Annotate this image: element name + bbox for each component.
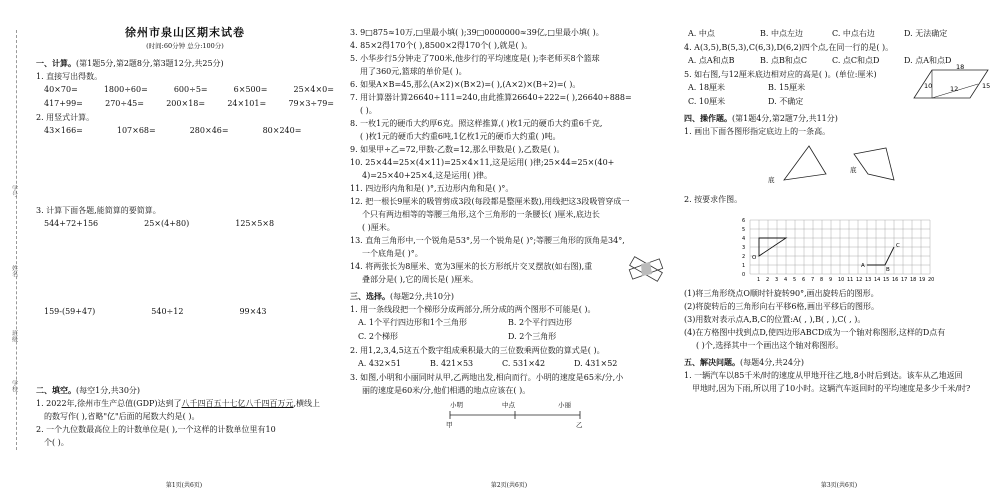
crossed-rectangles-figure (626, 252, 666, 288)
problem-1: 1. 一辆汽车以85千米/时的速度从甲地开往乙地,8小时后到达。该车从乙地返回 (684, 371, 963, 380)
option-d[interactable]: D. 431×52 (574, 359, 618, 368)
simplify-item: 540÷12 (151, 306, 184, 316)
x-tick-label: 13 (865, 277, 872, 283)
section-note: (第1题5分,第2题8分,第3题12分,共25分) (76, 58, 224, 68)
trapezoid-shape (854, 148, 894, 180)
vertical-calc-item: 43×166= (44, 125, 83, 135)
y-tick-label: 6 (742, 218, 746, 224)
question-1-2: 2. 用竖式计算。 (36, 112, 95, 122)
fill-1-cont: 的数写作( ),省略"亿"后面的尾数大约是( )。 (44, 411, 200, 421)
fill-13-cont: 一个底角是( )°。 (362, 249, 423, 258)
simplify-item: 544+72+156 (44, 218, 99, 228)
point-a-label: A (861, 263, 865, 269)
section-note: (第1题4分,第2题7分,共11分) (732, 114, 838, 123)
choice-1: 1. 用一条线段把一个梯形分成两部分,所分成的两个图形不可能是( )。 (350, 305, 596, 314)
underlined-text: 八千四百五十七亿八千四百万元 (181, 398, 294, 408)
fill-14-cont: 叠部分是( ),它的周长是( )厘米。 (362, 275, 479, 284)
choice-5: 5. 如右图,与12厘米底边相对应的高是( )。(单位:厘米) (684, 70, 877, 79)
fill-11: 11. 四边形内角和是( )°,五边形内角和是( )°。 (350, 184, 514, 193)
x-tick-label: 2 (766, 277, 770, 283)
section-heading: 二、填空。 (36, 384, 76, 395)
label-midpoint: 中点 (502, 401, 515, 409)
fill-2-cont: 个( )。 (44, 437, 69, 447)
page-2 (350, 0, 668, 493)
oral-row-1 (44, 85, 334, 95)
oral-item: 417+99= (44, 98, 83, 108)
base-label-2: 底 (850, 166, 857, 174)
binding-margin (0, 0, 34, 493)
fill-12: 12. 把一根长9厘米的吸管剪成3段(每段都是整厘米数),用线把这3段吸管穿成一 (350, 197, 630, 206)
binding-label-name: 姓名 (10, 265, 18, 277)
y-tick-label: 4 (742, 236, 746, 242)
option-b[interactable]: B. 421×53 (430, 359, 474, 368)
point-b-label: B (886, 267, 890, 273)
x-tick-label: 10 (838, 277, 845, 283)
y-tick-label: 2 (742, 254, 746, 260)
x-tick-label: 20 (928, 277, 935, 283)
x-tick-label: 5 (793, 277, 797, 283)
fill-14: 14. 将两张长为8厘米、宽为3厘米的长方形纸片交叉摆放(如右图),重 (350, 262, 593, 271)
label-yi: 乙 (576, 421, 583, 429)
question-1-3: 3. 计算下面各题,能简算的要简算。 (36, 205, 161, 215)
base-label-1: 底 (768, 176, 775, 184)
label-18: 18 (956, 64, 965, 71)
operation-2-2: (2)将旋转后的三角形向右平移6格,画出平移后的图形。 (684, 302, 879, 311)
choice-2: 2. 用1,2,3,4,5这五个数字组成乘积最大的三位数乘两位数的算式是( )。 (350, 346, 605, 355)
label-15: 15 (982, 82, 991, 90)
oral-item: 24×101= (227, 98, 267, 108)
binding-label-school: 学校 (10, 380, 18, 392)
label-10: 10 (924, 82, 933, 90)
fill-3: 3. 9□875≈10万,□里最小填( );39□0000000≈39亿,□里最小填( )。 (350, 28, 604, 37)
x-tick-label: 16 (892, 277, 899, 283)
fill-9: 9. 如果甲÷乙=72,甲数-乙数=12,那么甲数是( ),乙数是( )。 (350, 145, 565, 154)
choice-3: 3. 如图,小明和小丽同时从甲,乙两地出发,相向而行。小明的速度是65米/分,小 (350, 373, 624, 382)
section-heading: 一、计算。 (36, 57, 76, 68)
fill-1 (36, 399, 334, 409)
overlap-region (641, 262, 652, 276)
oral-item: 1800÷60= (103, 84, 148, 94)
x-tick-label: 8 (820, 277, 824, 283)
section-calculation (36, 58, 334, 69)
oral-item: 6×500= (233, 84, 268, 94)
option-b[interactable]: B. 15厘米 (768, 83, 806, 92)
option-c[interactable]: C. 2个梯形 (358, 332, 399, 341)
choice-3-options (688, 29, 994, 39)
option-a[interactable]: A. 1个平行四边形和1个三角形 (358, 318, 468, 327)
operation-2: 2. 按要求作图。 (684, 195, 743, 204)
page-footer: 第3页(共6页) (820, 481, 858, 489)
y-tick-label: 0 (742, 272, 746, 278)
page-1 (34, 0, 334, 493)
option-a[interactable]: A. 点A和点B (688, 56, 735, 65)
page-footer: 第2页(共6页) (490, 481, 528, 489)
label-jia: 甲 (446, 421, 453, 429)
fill-8: 8. 一枚1元的硬币大约厚6克。照这样推算,( )枚1元的硬币大约重6千克, (350, 119, 603, 128)
option-d[interactable]: D. 点A和点D (904, 56, 952, 65)
x-tick-label: 19 (919, 277, 926, 283)
label-12: 12 (950, 85, 959, 93)
section-note: (每题2分,共10分) (390, 292, 455, 301)
fill-2: 2. 一个九位数最高位上的计数单位是( ),一个这样的计数单位里有10 (36, 424, 276, 434)
choice-2-options (358, 359, 668, 369)
exam-subtitle: (时间:60分钟 总分:100分) (146, 41, 224, 50)
section-problem-solving (684, 357, 994, 368)
fill-13: 13. 直角三角形中,一个锐角是53°,另一个锐角是( )°;等腰三角形的顶角是34°, (350, 236, 625, 245)
section-choice (350, 291, 668, 302)
option-a[interactable]: A. 432×51 (358, 359, 402, 368)
operation-1: 1. 画出下面各图形指定底边上的一条高。 (684, 127, 831, 136)
option-c[interactable]: C. 531×42 (502, 359, 546, 368)
section-heading: 三、选择。 (350, 291, 390, 301)
fill-7-cont: ( )。 (360, 106, 377, 115)
y-tick-label: 5 (742, 227, 746, 233)
x-tick-label: 17 (901, 277, 908, 283)
text: 1. 2022年,徐州市生产总值(GDP)达到了 (36, 398, 182, 408)
vertical-calc-row (44, 126, 334, 136)
option-d[interactable]: D. 2个三角形 (508, 332, 557, 341)
binding-label-student-id: 学号 (10, 185, 18, 197)
label-xiaoming: 小明 (450, 401, 463, 409)
option-a[interactable]: A. 18厘米 (688, 83, 726, 92)
oral-item: 270÷45= (105, 98, 144, 108)
fill-4: 4. 85×2得170个( ),8500×2得170个( ),就是( )。 (350, 41, 533, 50)
y-tick-label: 1 (742, 263, 746, 269)
fill-5-cont: 用了360元,篮球的单价是( )。 (360, 67, 467, 76)
choice-1-options-row1 (358, 318, 668, 328)
x-tick-label: 18 (910, 277, 917, 283)
choice-4: 4. A(3,5),B(5,3),C(6,3),D(6,2)四个点,在同一行的是( )。 (684, 43, 894, 52)
option-c[interactable]: C. 点C和点D (832, 56, 880, 65)
fill-6: 6. 如果A×B=45,那么(A×2)×(B×2)=( ),(A×2)×(B÷2)=( )。 (350, 80, 581, 89)
x-tick-label: 14 (874, 277, 881, 283)
option-b[interactable]: B. 2个平行四边形 (508, 318, 573, 327)
problem-1-cont: 甲地时,因为下雨,所以用了10小时。这辆汽车返回时的平均速度是多少千米/时? (692, 384, 971, 393)
operation-2-4-cont: ( )个,选择其中一个画出这个轴对称图形。 (696, 341, 844, 350)
x-tick-label: 12 (856, 277, 863, 283)
fill-12-cont2: ( )厘米。 (362, 223, 395, 232)
triangle-shape (784, 146, 826, 180)
binding-label-class: 班级 (10, 330, 18, 342)
x-tick-label: 6 (802, 277, 806, 283)
page-footer: 第1页(共6页) (165, 481, 203, 489)
option-c[interactable]: C. 10厘米 (688, 97, 726, 106)
operation-2-1: (1)将三角形绕点O顺时针旋转90°,画出旋转后的图形。 (684, 289, 879, 298)
x-tick-label: 1 (757, 277, 761, 283)
simplify-row-1 (44, 219, 334, 229)
text: ,横线上 (293, 398, 321, 408)
oral-item: 600÷5= (173, 84, 208, 94)
section-note: (每空1分,共30分) (76, 385, 141, 395)
question-1-1: 1. 直接写出得数。 (36, 71, 103, 81)
point-c-label: C (896, 243, 900, 249)
option-d[interactable]: D. 无法确定 (904, 29, 948, 38)
fill-8-cont: ( )枚1元的硬币大约重6吨,1亿枚1元的硬币大约重( )吨。 (360, 132, 561, 141)
vertical-calc-item: 280×46= (189, 125, 229, 135)
option-a[interactable]: A. 中点 (688, 29, 715, 38)
option-b[interactable]: B. 点B和点C (760, 56, 807, 65)
oral-item: 40×70= (44, 84, 78, 94)
label-xiaoli: 小丽 (558, 401, 571, 409)
fill-7: 7. 用计算器计算26640÷111=240,由此推算26640÷222=( ),26640÷888= (350, 93, 632, 102)
simplify-item: 99×43 (239, 306, 267, 316)
fill-5: 5. 小华步行5分钟走了700米,他步行的平均速度是( );李老师买8个篮球 (350, 54, 600, 63)
x-tick-label: 15 (883, 277, 890, 283)
option-d[interactable]: D. 不确定 (768, 97, 804, 106)
oral-item: 79×3÷79= (288, 98, 334, 108)
x-tick-label: 9 (829, 277, 833, 283)
fill-10-cont: 4)=25×40+25×4,这是运用( )律。 (362, 171, 492, 180)
exam-title: 徐州市泉山区期末试卷 (125, 26, 245, 39)
simplify-item: 25×(4+80) (144, 218, 190, 228)
choice-3-cont: 丽的速度是60米/分,他们相遇的地点应该在( )。 (362, 386, 531, 395)
choice-1-options-row2 (358, 332, 668, 342)
x-tick-label: 11 (847, 277, 854, 283)
altitude-figures (754, 140, 954, 192)
y-tick-label: 3 (742, 245, 746, 251)
parallelogram-figure (910, 64, 992, 104)
x-tick-label: 4 (784, 277, 788, 283)
section-heading: 五、解决问题。 (684, 357, 740, 367)
section-operation (684, 113, 994, 124)
operation-2-4: (4)在方格图中找到点D,使四边形ABCD成为一个轴对称图形,这样的D点有 (684, 328, 946, 337)
x-tick-label: 3 (775, 277, 779, 283)
point-o-label: O (752, 255, 757, 261)
section-fill-blank (36, 385, 334, 396)
vertical-calc-item: 80×240= (262, 125, 302, 135)
section-heading: 四、操作题。 (684, 113, 732, 123)
fill-14-block (350, 262, 668, 285)
section-note: (每题4分,共24分) (740, 358, 805, 367)
fill-12-cont: 个只有两边相等的等腰三角形,这个三角形的一条腰长( )厘米,底边长 (362, 210, 600, 219)
choice-5-block (684, 64, 994, 107)
coordinate-grid (736, 208, 936, 286)
simplify-item: 125×5×8 (235, 218, 275, 228)
vertical-calc-item: 107×68= (116, 125, 156, 135)
meeting-line-figure (440, 399, 590, 429)
simplify-row-2 (44, 307, 334, 317)
oral-item: 25×4×0= (293, 84, 334, 94)
simplify-item: 159-(59+47) (44, 306, 96, 316)
fill-10: 10. 25×44=25×(4×11)=25×4×11,这是运用( )律;25×44=25×(40+ (350, 158, 615, 167)
x-tick-label: 7 (811, 277, 815, 283)
option-c[interactable]: C. 中点右边 (832, 29, 875, 38)
oral-row-2 (44, 99, 334, 109)
oral-item: 200×18= (166, 98, 206, 108)
page-3 (684, 0, 994, 493)
option-b[interactable]: B. 中点左边 (760, 29, 803, 38)
operation-2-3: (3)用数对表示点A,B,C的位置:A( , ),B( , ),C( , )。 (684, 315, 866, 324)
